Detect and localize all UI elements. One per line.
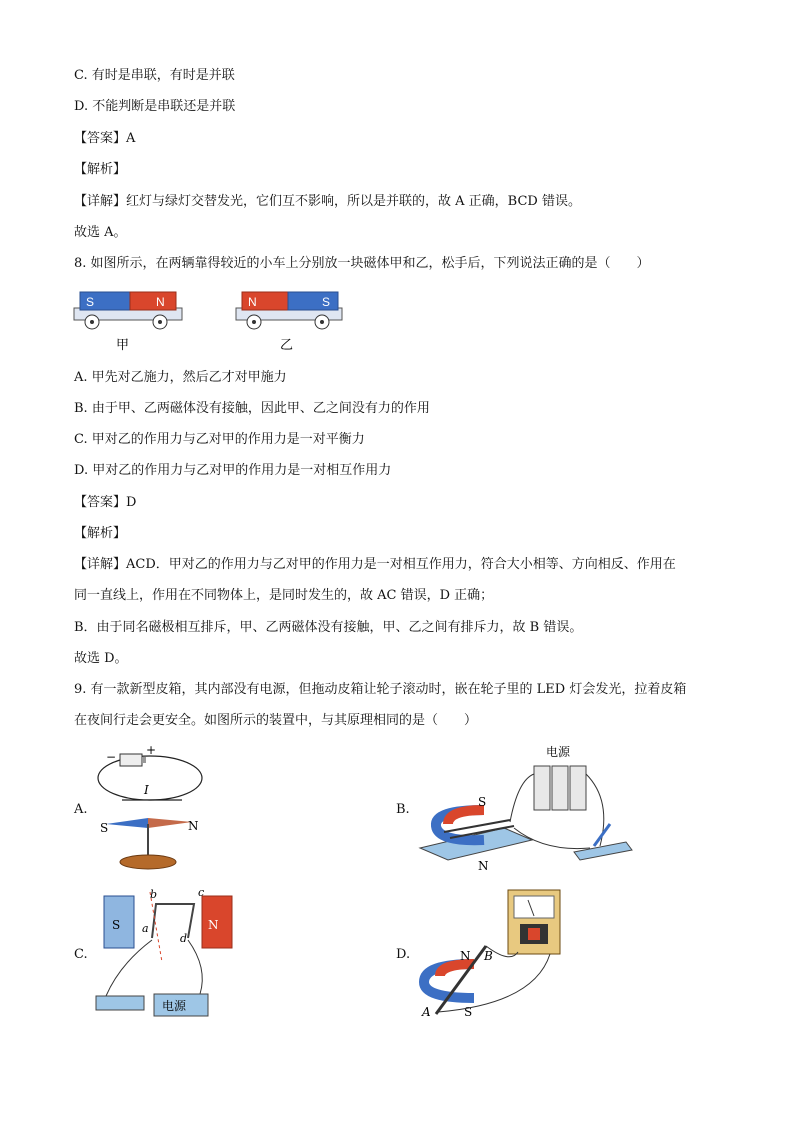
option-a-label: A. xyxy=(74,802,88,817)
q8-question: 8. 如图所示，在两辆靠得较近的小车上分别放一块磁体甲和乙，松手后，下列说法正确的是（ ） xyxy=(74,256,650,271)
south-label-b: S xyxy=(478,795,487,809)
q8-analysis-heading: 【解析】 xyxy=(74,526,127,541)
figure-a-oersted xyxy=(92,744,212,876)
q8-detail-3: B．由于同名磁极相互排斥，甲、乙两磁体没有接触，甲、乙之间有排斥力，故 B 错误。 xyxy=(74,620,583,635)
north-label: N xyxy=(188,819,199,833)
q8-option-b: B. 由于甲、乙两磁体没有接触，因此甲、乙之间没有力的作用 xyxy=(74,401,430,416)
switch-base-c xyxy=(96,996,144,1010)
q7-detail: 【详解】红灯与绿灯交替发光，它们互不影响，所以是并联的，故 A 正确，BCD 错误。 xyxy=(74,194,581,209)
cart-yi xyxy=(236,292,342,353)
cart-yi-pole-s: S xyxy=(322,295,331,309)
end-label-b: B xyxy=(484,949,493,963)
cart-jia-pole-s: S xyxy=(86,295,95,309)
battery-icon xyxy=(120,754,142,766)
minus-label: − xyxy=(106,750,117,764)
coil-label-a: a xyxy=(142,922,149,935)
end-label-a: A xyxy=(422,1005,431,1019)
north-label-c: N xyxy=(208,918,219,932)
coil-label-d: d xyxy=(180,932,188,945)
q8-figure-magnet-carts xyxy=(72,286,352,354)
q7-option-d: D. 不能判断是串联还是并联 xyxy=(74,99,236,114)
cart-yi-label: 乙 xyxy=(280,338,294,353)
coil-label-b: b xyxy=(150,888,158,901)
plus-label: + xyxy=(146,744,157,757)
q7-answer: 【答案】A xyxy=(74,131,136,146)
option-c-label: C. xyxy=(74,947,88,962)
figure-c-coil xyxy=(92,884,252,1024)
option-d-label: D. xyxy=(396,947,411,962)
coil-label-c: c xyxy=(198,886,205,899)
q9-question-line-1: 9. 有一款新型皮箱，其内部没有电源，但拖动皮箱让轮子滚动时，嵌在轮子里的 LED 灯会发光，拉着皮箱 xyxy=(74,682,687,697)
q8-conclusion: 故选 D。 xyxy=(74,651,128,666)
q8-answer: 【答案】D xyxy=(74,495,137,510)
q8-detail-1: 【详解】ACD．甲对乙的作用力与乙对甲的作用力是一对相互作用力，符合大小相等、方向相反、作用在 xyxy=(74,557,676,572)
south-label-c: S xyxy=(112,918,121,932)
south-label: S xyxy=(100,821,109,835)
cart-yi-pole-n: N xyxy=(248,295,257,309)
option-b-label: B. xyxy=(396,802,410,817)
q8-option-c: C. 甲对乙的作用力与乙对甲的作用力是一对平衡力 xyxy=(74,432,365,447)
needle-red xyxy=(148,818,192,828)
north-label-b: N xyxy=(478,859,489,873)
q9-question-line-2: 在夜间行走会更安全。如图所示的装置中，与其原理相同的是（ ） xyxy=(74,713,478,728)
power-label: 电源 xyxy=(546,745,571,759)
cart-jia xyxy=(74,292,182,353)
switch-base xyxy=(574,842,632,860)
cart-jia-pole-n: N xyxy=(156,295,165,309)
cart-jia-label: 甲 xyxy=(116,338,130,353)
q7-conclusion: 故选 A。 xyxy=(74,225,127,240)
stand-base xyxy=(120,855,176,869)
figure-d-generator xyxy=(414,884,614,1022)
q8-option-d: D. 甲对乙的作用力与乙对甲的作用力是一对相互作用力 xyxy=(74,463,392,478)
power-label-c: 电源 xyxy=(162,999,187,1013)
q8-detail-2: 同一直线上，作用在不同物体上，是同时发生的，故 AC 错误，D 正确； xyxy=(74,588,494,603)
current-label: I xyxy=(144,783,149,797)
coil xyxy=(152,904,194,938)
figure-b-motor xyxy=(414,740,634,876)
switch-icon xyxy=(594,824,610,846)
south-label-d: S xyxy=(464,1005,473,1019)
needle-blue xyxy=(106,818,148,828)
q8-option-a: A. 甲先对乙施力，然后乙才对甲施力 xyxy=(74,370,287,385)
q7-option-c: C. 有时是串联，有时是并联 xyxy=(74,68,235,83)
q7-analysis-heading: 【解析】 xyxy=(74,162,127,177)
north-label-d: N xyxy=(460,949,471,963)
